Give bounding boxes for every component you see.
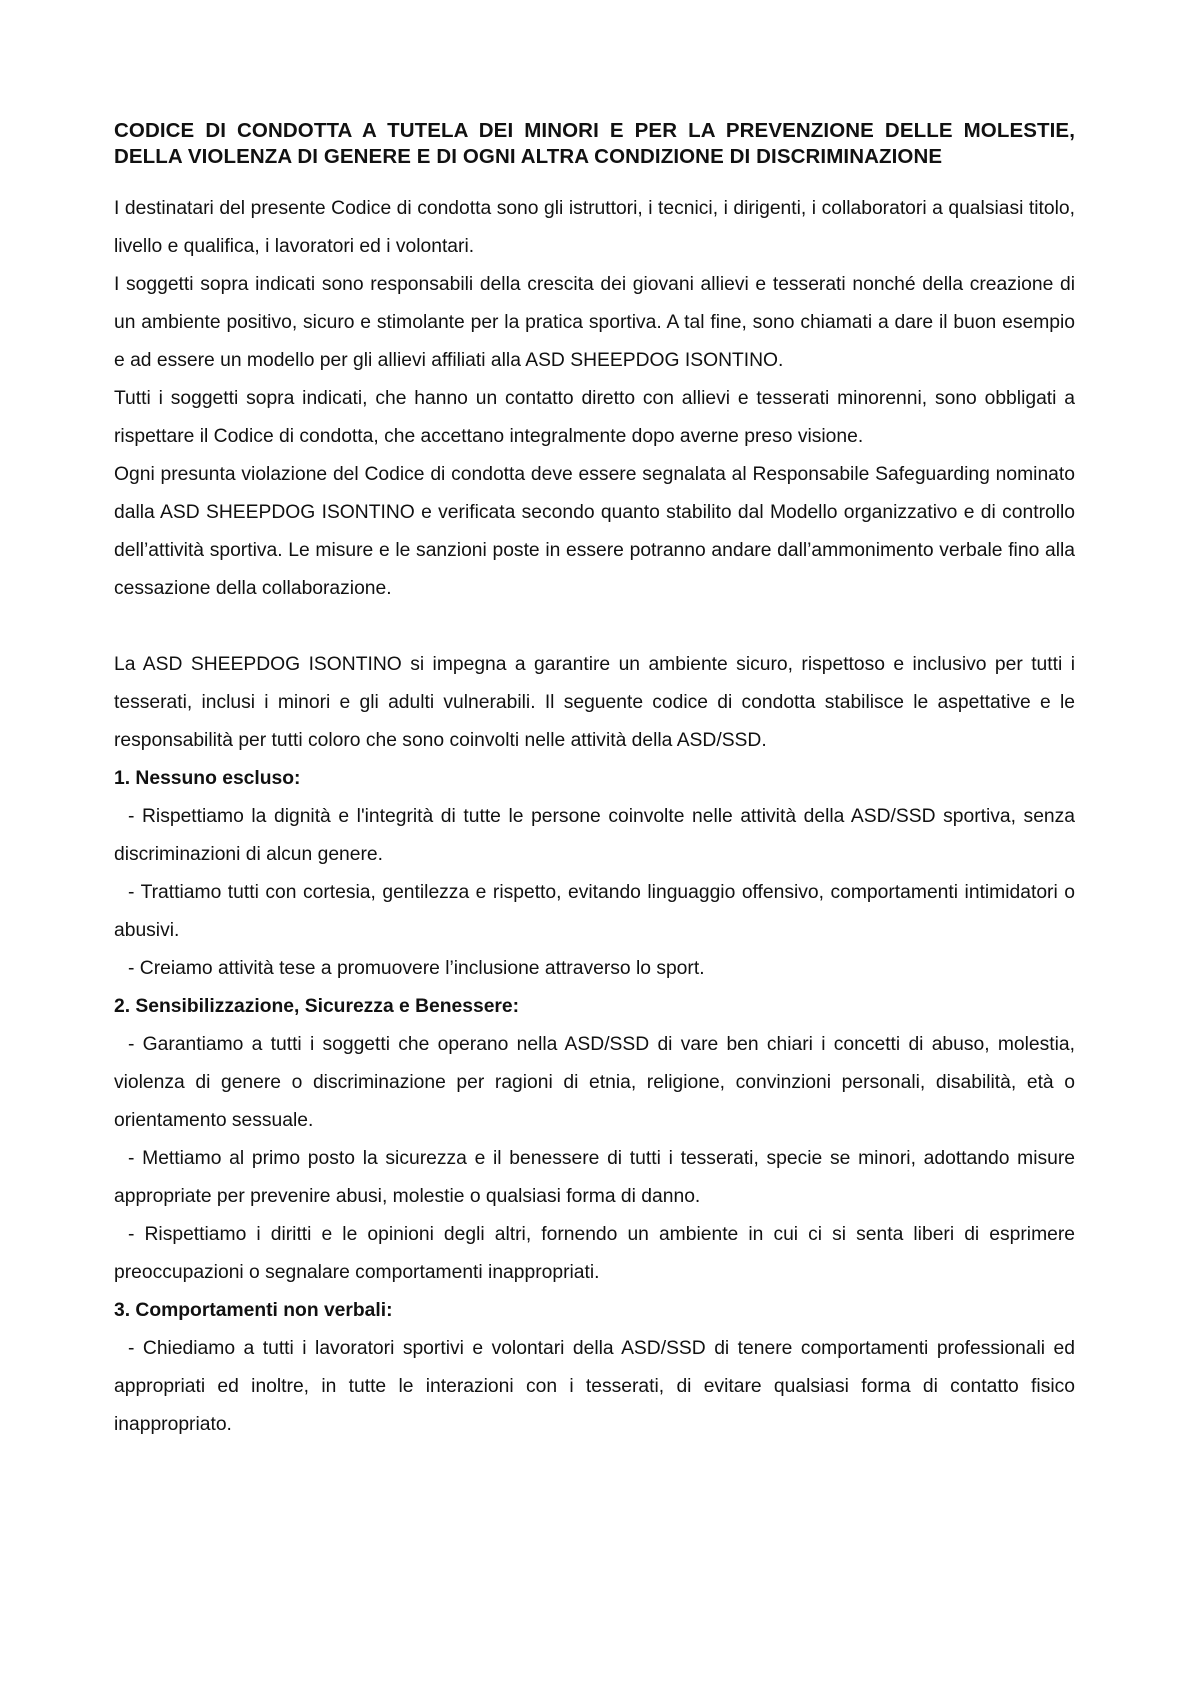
commitment-paragraph: La ASD SHEEPDOG ISONTINO si impegna a garantire un ambiente sicuro, rispettoso e inclusivo per tutti i tesserati, inclusi i minori e gli adulti vulnerabili. Il seguente codice di condotta stabilisce le aspettative e le responsabilità per tutti coloro che sono coinvolti nelle attività della ASD/SSD. [114, 654, 1075, 751]
section-heading-2: 2. Sensibilizzazione, Sicurezza e Benessere: [114, 996, 520, 1017]
intro-paragraph-4: Ogni presunta violazione del Codice di condotta deve essere segnalata al Responsabile Safeguarding nominato dalla ASD SHEEPDOG ISONTINO e verificata secondo quanto stabilito dal Modello organizzativo e di controllo dell’attività sportiva. Le misure e le sanzioni poste in essere potranno andare dall’ammonimento verbale fino alla cessazione della collaborazione. [114, 464, 1075, 599]
document-title: CODICE DI CONDOTTA A TUTELA DEI MINORI E PER LA PREVENZIONE DELLE MOLESTIE, DELLA VIOLENZA DI GENERE E DI OGNI ALTRA CONDIZIONE DI DISCRIMINAZIONE [114, 119, 1075, 168]
section-heading-1: 1. Nessuno escluso: [114, 768, 301, 789]
section-2-item-2: - Mettiamo al primo posto la sicurezza e il benessere di tutti i tesserati, specie se minori, adottando misure appropriate per prevenire abusi, molestie o qualsiasi forma di danno. [114, 1148, 1075, 1207]
document-body [114, 190, 1075, 1444]
section-1-item-3: - Creiamo attività tese a promuovere l’inclusione attraverso lo sport. [128, 958, 705, 979]
intro-paragraph-2: I soggetti sopra indicati sono responsabili della crescita dei giovani allievi e tesserati nonché della creazione di un ambiente positivo, sicuro e stimolante per la pratica sportiva. A tal fine, sono chiamati a dare il buon esempio e ad essere un modello per gli allievi affiliati alla ASD SHEEPDOG ISONTINO. [114, 274, 1075, 371]
paragraph-spacer [114, 608, 1075, 646]
section-1-item-1: - Rispettiamo la dignità e l'integrità di tutte le persone coinvolte nelle attività della ASD/SSD sportiva, senza discriminazioni di alcun genere. [114, 806, 1075, 865]
section-heading-3: 3. Comportamenti non verbali: [114, 1300, 393, 1321]
section-1-item-2: - Trattiamo tutti con cortesia, gentilezza e rispetto, evitando linguaggio offensivo, comportamenti intimidatori o abusivi. [114, 882, 1075, 941]
intro-paragraph-1: I destinatari del presente Codice di condotta sono gli istruttori, i tecnici, i dirigenti, i collaboratori a qualsiasi titolo, livello e qualifica, i lavoratori ed i volontari. [114, 198, 1075, 257]
section-2-item-1: - Garantiamo a tutti i soggetti che operano nella ASD/SSD di vare ben chiari i concetti di abuso, molestia, violenza di genere o discriminazione per ragioni di etnia, religione, convinzioni personali, disabilità, età o orientamento sessuale. [114, 1034, 1075, 1131]
intro-paragraph-3: Tutti i soggetti sopra indicati, che hanno un contatto diretto con allievi e tesserati minorenni, sono obbligati a rispettare il Codice di condotta, che accettano integralmente dopo averne preso visione. [114, 388, 1075, 447]
section-2-item-3: - Rispettiamo i diritti e le opinioni degli altri, fornendo un ambiente in cui ci si senta liberi di esprimere preoccupazioni o segnalare comportamenti inappropriati. [114, 1224, 1075, 1283]
section-3-item-1: - Chiediamo a tutti i lavoratori sportivi e volontari della ASD/SSD di tenere comportamenti professionali ed appropriati ed inoltre, in tutte le interazioni con i tesserati, di evitare qualsiasi forma di contatto fisico inappropriato. [114, 1338, 1075, 1435]
